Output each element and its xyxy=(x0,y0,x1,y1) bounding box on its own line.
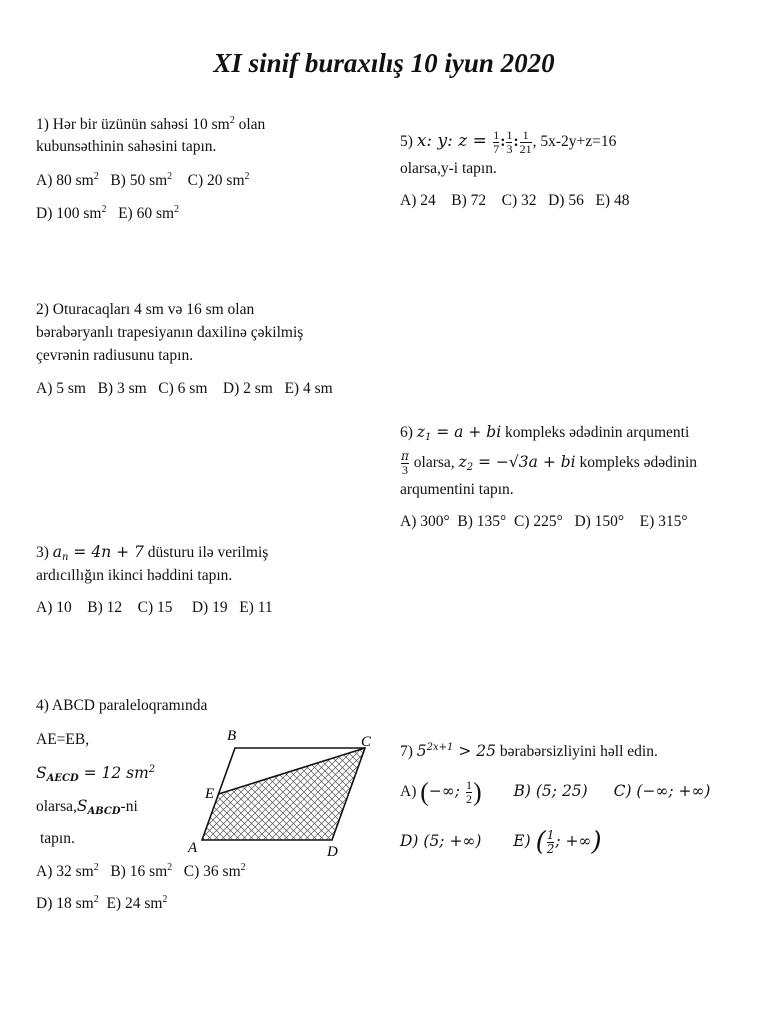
vertex-label-b: B xyxy=(227,728,237,744)
q4-line-2: AE=EB, xyxy=(36,731,90,748)
q5-line-1: 5) x: y: z = $\frac{1}{7}$ : $\frac{1}{3}$ : $\frac{1}{21}$ , 5x-2y+z=16 xyxy=(400,127,617,156)
vertex-label-e: E xyxy=(205,786,215,802)
q5-ratio: x: y: z = xyxy=(416,131,493,151)
q6-z1-formula: $z_1 = a$ + bi xyxy=(416,423,502,443)
vertex-label-c: C xyxy=(361,734,372,750)
vertex-label-a: A xyxy=(188,840,198,856)
q7-option-d[interactable]: D) (5; +∞) xyxy=(400,832,482,850)
q6-answers[interactable]: A) 300° B) 135° C) 225° D) 150° E) 315° xyxy=(400,513,688,530)
q4-answers-row-2: D) 18 $sm^2$ E) 24 $sm^2$ xyxy=(36,894,168,912)
q3-formula: $a_n = 4n + 7$ xyxy=(52,543,144,563)
q5-answers[interactable]: A) 24 B) 72 C) 32 D) 56 E) 48 xyxy=(400,192,630,209)
q2-line-1: 2) Oturacaqları 4 sm və 16 sm olan xyxy=(36,301,255,318)
q7-option-c[interactable]: C) (−∞; +∞) xyxy=(613,782,711,800)
q2-line-3: çevrənin radiusunu tapın. xyxy=(36,347,194,364)
q6-line-1: 6) $z_1 = a$ + bi kompleks ədədinin arqumenti xyxy=(400,423,690,443)
q1-option-b[interactable]: B) 50 sm xyxy=(110,172,168,189)
q6-line-3: arqumentini tapın. xyxy=(400,481,514,498)
q4-answers-row-1: A) 32 $sm^2$ B) 16 $sm^2$ C) 36 $sm^2$ xyxy=(36,862,246,880)
q7-inequality: $5^{2x+1} > 25$ xyxy=(416,742,496,760)
vertex-label-d: D xyxy=(327,844,338,860)
q2-line-2: bərabəryanlı trapesiyanın daxilinə çəkilmiş xyxy=(36,324,304,341)
q4-line-1: 4) ABCD paraleloqramında xyxy=(36,697,208,714)
q4-option-d[interactable]: D) 18 sm xyxy=(36,895,94,912)
q7-line-1: 7) $5^{2x+1} > 25$ bərabərsizliyini həll edin. xyxy=(400,742,658,760)
q3-line-2: ardıcıllığın ikinci həddini tapın. xyxy=(36,567,233,584)
q1-option-a[interactable]: A) 80 sm xyxy=(36,172,94,189)
q1-line-1: 1) Hər bir üzünün sahəsi 10 $sm^2$ olan xyxy=(36,115,266,133)
q7-answers-row-2 xyxy=(400,820,602,863)
q1-answers-row-1: A) 80 $sm^2$ B) 50 $sm^2$ C) 20 $sm^2$ xyxy=(36,171,250,189)
q2-answers[interactable]: A) 5 sm B) 3 sm C) 6 sm D) 2 sm E) 4 sm xyxy=(36,380,333,397)
q4-option-a[interactable]: A) 32 sm xyxy=(36,863,94,880)
page-title: XI sinif buraxılış 10 iyun 2020 xyxy=(213,48,555,78)
q7-answers-row-1 xyxy=(400,772,710,811)
q7-option-e[interactable]: E) ( $\frac{1}{2}$ ; +∞) xyxy=(513,827,602,857)
q4-option-c[interactable]: C) 36 sm xyxy=(183,863,241,880)
q5-line-2: olarsa,y-i tapın. xyxy=(400,160,497,177)
q1-line-2: kubunsəthinin sahəsini tapın. xyxy=(36,138,217,155)
q7-option-a[interactable]: A) (−∞; $\frac{1}{2}$ ) xyxy=(400,777,482,807)
q4-option-b[interactable]: B) 16 sm xyxy=(110,863,168,880)
shaded-region-aecd xyxy=(202,748,365,840)
q6-z2-formula: $z_2 = -√3a$ + bi xyxy=(458,453,576,473)
q1-option-c[interactable]: C) 20 sm xyxy=(187,172,245,189)
q4-line-4: $olarsa,S_{ABCD}-ni$ xyxy=(36,797,138,817)
q1-answers-row-2: D) 100 $sm^2$ E) 60 $sm^2$ xyxy=(36,204,180,222)
q3-line-1: 3) $a_n = 4n + 7$ düsturu ilə verilmiş xyxy=(36,543,269,563)
q1-option-d[interactable]: D) 100 sm xyxy=(36,205,102,222)
parallelogram-diagram xyxy=(185,722,385,862)
q4-line-5: tapın. xyxy=(40,830,75,847)
q7-option-b[interactable]: B) (5; 25) xyxy=(513,782,588,800)
q4-option-e[interactable]: E) 24 sm xyxy=(106,895,163,912)
q4-area-formula: $S_{AECD} = 12$ $sm^2$ xyxy=(36,764,156,784)
q3-answers[interactable]: A) 10 B) 12 C) 15 D) 19 E) 11 xyxy=(36,599,273,616)
q1-option-e[interactable]: E) 60 sm xyxy=(118,205,175,222)
q6-line-2: $\frac{\pi}{3}$ olarsa, $z_2 = -√3a$ + bi kompleks ədədinin xyxy=(401,448,698,477)
